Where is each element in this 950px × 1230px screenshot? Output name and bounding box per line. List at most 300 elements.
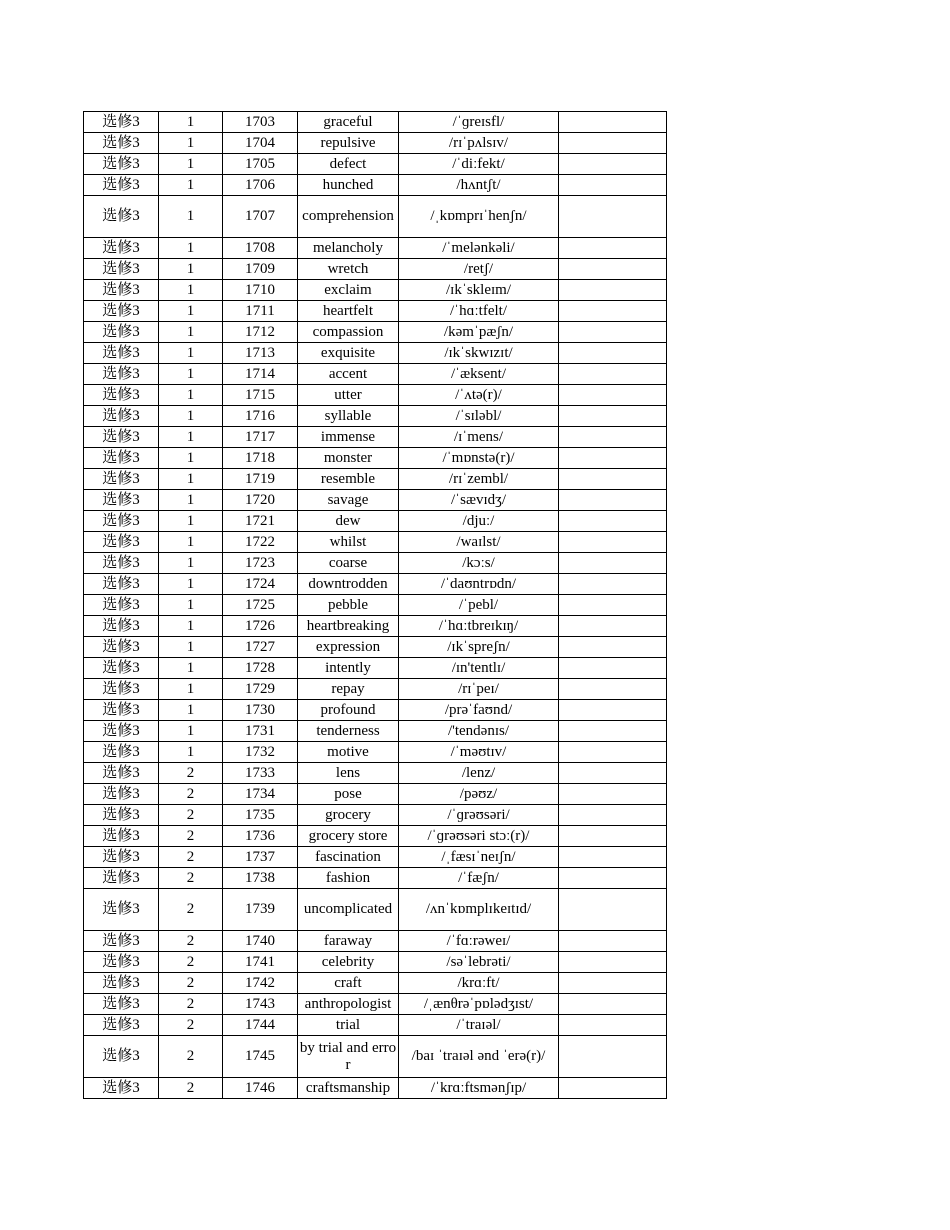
note-cell bbox=[559, 553, 667, 574]
table-row bbox=[84, 553, 667, 574]
index-cell: 1726 bbox=[223, 616, 298, 637]
phonetic-cell: /waɪlst/ bbox=[399, 532, 559, 553]
note-cell bbox=[559, 343, 667, 364]
index-cell: 1729 bbox=[223, 679, 298, 700]
book-cell: 选修3 bbox=[84, 637, 159, 658]
index-cell: 1713 bbox=[223, 343, 298, 364]
unit-cell: 1 bbox=[159, 259, 223, 280]
table-row bbox=[84, 763, 667, 784]
index-cell: 1703 bbox=[223, 112, 298, 133]
table-row bbox=[84, 469, 667, 490]
word-cell: accent bbox=[298, 364, 399, 385]
index-cell: 1707 bbox=[223, 196, 298, 238]
index-cell: 1721 bbox=[223, 511, 298, 532]
table-row bbox=[84, 1036, 667, 1078]
word-cell: fascination bbox=[298, 847, 399, 868]
word-cell: compassion bbox=[298, 322, 399, 343]
book-cell: 选修3 bbox=[84, 826, 159, 847]
note-cell bbox=[559, 805, 667, 826]
book-cell: 选修3 bbox=[84, 511, 159, 532]
table-row bbox=[84, 196, 667, 238]
word-cell: motive bbox=[298, 742, 399, 763]
index-cell: 1714 bbox=[223, 364, 298, 385]
table-row bbox=[84, 490, 667, 511]
phonetic-cell: /ɪˈmens/ bbox=[399, 427, 559, 448]
index-cell: 1740 bbox=[223, 931, 298, 952]
phonetic-cell: /ˈsævɪdʒ/ bbox=[399, 490, 559, 511]
unit-cell: 1 bbox=[159, 364, 223, 385]
book-cell: 选修3 bbox=[84, 154, 159, 175]
table-row bbox=[84, 721, 667, 742]
word-cell: heartbreaking bbox=[298, 616, 399, 637]
note-cell bbox=[559, 469, 667, 490]
index-cell: 1722 bbox=[223, 532, 298, 553]
index-cell: 1712 bbox=[223, 322, 298, 343]
index-cell: 1705 bbox=[223, 154, 298, 175]
table-row bbox=[84, 301, 667, 322]
table-row bbox=[84, 448, 667, 469]
word-cell: hunched bbox=[298, 175, 399, 196]
phonetic-cell: /krɑːft/ bbox=[399, 973, 559, 994]
note-cell bbox=[559, 574, 667, 595]
index-cell: 1736 bbox=[223, 826, 298, 847]
index-cell: 1715 bbox=[223, 385, 298, 406]
word-cell: heartfelt bbox=[298, 301, 399, 322]
index-cell: 1728 bbox=[223, 658, 298, 679]
note-cell bbox=[559, 196, 667, 238]
word-cell: intently bbox=[298, 658, 399, 679]
word-cell: immense bbox=[298, 427, 399, 448]
index-cell: 1706 bbox=[223, 175, 298, 196]
book-cell: 选修3 bbox=[84, 973, 159, 994]
word-cell: trial bbox=[298, 1015, 399, 1036]
book-cell: 选修3 bbox=[84, 532, 159, 553]
word-cell: wretch bbox=[298, 259, 399, 280]
note-cell bbox=[559, 868, 667, 889]
word-cell: repay bbox=[298, 679, 399, 700]
book-cell: 选修3 bbox=[84, 238, 159, 259]
word-cell: fashion bbox=[298, 868, 399, 889]
book-cell: 选修3 bbox=[84, 490, 159, 511]
phonetic-cell: /ˌænθrəˈpɒlədʒɪst/ bbox=[399, 994, 559, 1015]
note-cell bbox=[559, 448, 667, 469]
unit-cell: 1 bbox=[159, 637, 223, 658]
index-cell: 1732 bbox=[223, 742, 298, 763]
note-cell bbox=[559, 112, 667, 133]
note-cell bbox=[559, 595, 667, 616]
unit-cell: 1 bbox=[159, 280, 223, 301]
note-cell bbox=[559, 259, 667, 280]
unit-cell: 1 bbox=[159, 700, 223, 721]
word-cell: defect bbox=[298, 154, 399, 175]
table-row bbox=[84, 595, 667, 616]
word-cell: savage bbox=[298, 490, 399, 511]
note-cell bbox=[559, 364, 667, 385]
note-cell bbox=[559, 763, 667, 784]
note-cell bbox=[559, 847, 667, 868]
phonetic-cell: /kəmˈpæʃn/ bbox=[399, 322, 559, 343]
note-cell bbox=[559, 994, 667, 1015]
table-row bbox=[84, 133, 667, 154]
word-cell: expression bbox=[298, 637, 399, 658]
word-cell: exquisite bbox=[298, 343, 399, 364]
note-cell bbox=[559, 238, 667, 259]
index-cell: 1709 bbox=[223, 259, 298, 280]
note-cell bbox=[559, 700, 667, 721]
note-cell bbox=[559, 889, 667, 931]
note-cell bbox=[559, 742, 667, 763]
note-cell bbox=[559, 1078, 667, 1099]
note-cell bbox=[559, 1036, 667, 1078]
unit-cell: 1 bbox=[159, 112, 223, 133]
book-cell: 选修3 bbox=[84, 448, 159, 469]
note-cell bbox=[559, 406, 667, 427]
unit-cell: 1 bbox=[159, 196, 223, 238]
unit-cell: 1 bbox=[159, 574, 223, 595]
phonetic-cell: /ˈhɑːtbreɪkɪŋ/ bbox=[399, 616, 559, 637]
table-row bbox=[84, 952, 667, 973]
phonetic-cell: /rɪˈpʌlsɪv/ bbox=[399, 133, 559, 154]
index-cell: 1746 bbox=[223, 1078, 298, 1099]
note-cell bbox=[559, 490, 667, 511]
phonetic-cell: /ˈmɒnstə(r)/ bbox=[399, 448, 559, 469]
unit-cell: 1 bbox=[159, 175, 223, 196]
table-row bbox=[84, 931, 667, 952]
unit-cell: 1 bbox=[159, 448, 223, 469]
phonetic-cell: /ɪn'tentlɪ/ bbox=[399, 658, 559, 679]
index-cell: 1735 bbox=[223, 805, 298, 826]
index-cell: 1745 bbox=[223, 1036, 298, 1078]
unit-cell: 1 bbox=[159, 721, 223, 742]
phonetic-cell: /lenz/ bbox=[399, 763, 559, 784]
book-cell: 选修3 bbox=[84, 175, 159, 196]
index-cell: 1727 bbox=[223, 637, 298, 658]
note-cell bbox=[559, 826, 667, 847]
table-row bbox=[84, 616, 667, 637]
note-cell bbox=[559, 658, 667, 679]
unit-cell: 1 bbox=[159, 322, 223, 343]
phonetic-cell: /səˈlebrəti/ bbox=[399, 952, 559, 973]
phonetic-cell: /ˈfɑːrəweɪ/ bbox=[399, 931, 559, 952]
book-cell: 选修3 bbox=[84, 259, 159, 280]
index-cell: 1742 bbox=[223, 973, 298, 994]
unit-cell: 2 bbox=[159, 1078, 223, 1099]
note-cell bbox=[559, 973, 667, 994]
unit-cell: 2 bbox=[159, 994, 223, 1015]
phonetic-cell: /ˈʌtə(r)/ bbox=[399, 385, 559, 406]
book-cell: 选修3 bbox=[84, 868, 159, 889]
unit-cell: 2 bbox=[159, 763, 223, 784]
table-row bbox=[84, 343, 667, 364]
table-row bbox=[84, 238, 667, 259]
word-cell: tenderness bbox=[298, 721, 399, 742]
table-row bbox=[84, 973, 667, 994]
index-cell: 1738 bbox=[223, 868, 298, 889]
unit-cell: 1 bbox=[159, 616, 223, 637]
table-row bbox=[84, 322, 667, 343]
note-cell bbox=[559, 952, 667, 973]
book-cell: 选修3 bbox=[84, 784, 159, 805]
phonetic-cell: /ˈɡrəʊsəri stɔː(r)/ bbox=[399, 826, 559, 847]
phonetic-cell: /prəˈfaʊnd/ bbox=[399, 700, 559, 721]
phonetic-cell: /ˈsɪləbl/ bbox=[399, 406, 559, 427]
book-cell: 选修3 bbox=[84, 112, 159, 133]
table-row bbox=[84, 637, 667, 658]
book-cell: 选修3 bbox=[84, 574, 159, 595]
book-cell: 选修3 bbox=[84, 469, 159, 490]
unit-cell: 1 bbox=[159, 154, 223, 175]
phonetic-cell: /djuː/ bbox=[399, 511, 559, 532]
word-cell: resemble bbox=[298, 469, 399, 490]
book-cell: 选修3 bbox=[84, 1036, 159, 1078]
table-row bbox=[84, 868, 667, 889]
word-cell: celebrity bbox=[298, 952, 399, 973]
phonetic-cell: /ˈɡrəʊsəri/ bbox=[399, 805, 559, 826]
table-row bbox=[84, 889, 667, 931]
table-row bbox=[84, 700, 667, 721]
table-row bbox=[84, 742, 667, 763]
note-cell bbox=[559, 616, 667, 637]
unit-cell: 2 bbox=[159, 952, 223, 973]
phonetic-cell: /ɪkˈspreʃn/ bbox=[399, 637, 559, 658]
book-cell: 选修3 bbox=[84, 1015, 159, 1036]
unit-cell: 1 bbox=[159, 385, 223, 406]
phonetic-cell: /retʃ/ bbox=[399, 259, 559, 280]
book-cell: 选修3 bbox=[84, 343, 159, 364]
word-cell: downtrodden bbox=[298, 574, 399, 595]
book-cell: 选修3 bbox=[84, 952, 159, 973]
index-cell: 1725 bbox=[223, 595, 298, 616]
phonetic-cell: /ˈdaʊntrɒdn/ bbox=[399, 574, 559, 595]
note-cell bbox=[559, 133, 667, 154]
phonetic-cell: /hʌntʃt/ bbox=[399, 175, 559, 196]
index-cell: 1723 bbox=[223, 553, 298, 574]
unit-cell: 2 bbox=[159, 1036, 223, 1078]
book-cell: 选修3 bbox=[84, 805, 159, 826]
word-cell: by trial and error bbox=[298, 1036, 399, 1078]
book-cell: 选修3 bbox=[84, 196, 159, 238]
index-cell: 1744 bbox=[223, 1015, 298, 1036]
unit-cell: 2 bbox=[159, 931, 223, 952]
note-cell bbox=[559, 679, 667, 700]
word-cell: uncomplicated bbox=[298, 889, 399, 931]
phonetic-cell: /ˈpebl/ bbox=[399, 595, 559, 616]
unit-cell: 1 bbox=[159, 658, 223, 679]
note-cell bbox=[559, 427, 667, 448]
index-cell: 1717 bbox=[223, 427, 298, 448]
index-cell: 1731 bbox=[223, 721, 298, 742]
unit-cell: 2 bbox=[159, 784, 223, 805]
index-cell: 1743 bbox=[223, 994, 298, 1015]
unit-cell: 1 bbox=[159, 469, 223, 490]
table-row bbox=[84, 658, 667, 679]
unit-cell: 1 bbox=[159, 238, 223, 259]
table-row bbox=[84, 574, 667, 595]
table-row bbox=[84, 511, 667, 532]
index-cell: 1720 bbox=[223, 490, 298, 511]
index-cell: 1741 bbox=[223, 952, 298, 973]
vocabulary-table-body bbox=[84, 112, 667, 1099]
word-cell: graceful bbox=[298, 112, 399, 133]
unit-cell: 1 bbox=[159, 490, 223, 511]
unit-cell: 1 bbox=[159, 406, 223, 427]
phonetic-cell: /ˈmelənkəli/ bbox=[399, 238, 559, 259]
unit-cell: 2 bbox=[159, 805, 223, 826]
index-cell: 1704 bbox=[223, 133, 298, 154]
unit-cell: 1 bbox=[159, 343, 223, 364]
note-cell bbox=[559, 280, 667, 301]
book-cell: 选修3 bbox=[84, 679, 159, 700]
table-row bbox=[84, 154, 667, 175]
unit-cell: 2 bbox=[159, 868, 223, 889]
phonetic-cell: /ˌkɒmprɪˈhenʃn/ bbox=[399, 196, 559, 238]
index-cell: 1730 bbox=[223, 700, 298, 721]
unit-cell: 1 bbox=[159, 532, 223, 553]
table-row bbox=[84, 1078, 667, 1099]
book-cell: 选修3 bbox=[84, 721, 159, 742]
note-cell bbox=[559, 1015, 667, 1036]
unit-cell: 1 bbox=[159, 427, 223, 448]
table-row bbox=[84, 994, 667, 1015]
unit-cell: 2 bbox=[159, 826, 223, 847]
book-cell: 选修3 bbox=[84, 742, 159, 763]
table-row bbox=[84, 532, 667, 553]
phonetic-cell: /ˈdiːfekt/ bbox=[399, 154, 559, 175]
phonetic-cell: /baɪ ˈtraɪəl ənd ˈerə(r)/ bbox=[399, 1036, 559, 1078]
index-cell: 1719 bbox=[223, 469, 298, 490]
index-cell: 1718 bbox=[223, 448, 298, 469]
unit-cell: 2 bbox=[159, 973, 223, 994]
unit-cell: 2 bbox=[159, 847, 223, 868]
table-row bbox=[84, 679, 667, 700]
table-row bbox=[84, 805, 667, 826]
phonetic-cell: /ˈməʊtɪv/ bbox=[399, 742, 559, 763]
note-cell bbox=[559, 511, 667, 532]
book-cell: 选修3 bbox=[84, 763, 159, 784]
word-cell: comprehension bbox=[298, 196, 399, 238]
book-cell: 选修3 bbox=[84, 406, 159, 427]
unit-cell: 1 bbox=[159, 742, 223, 763]
book-cell: 选修3 bbox=[84, 364, 159, 385]
index-cell: 1734 bbox=[223, 784, 298, 805]
book-cell: 选修3 bbox=[84, 133, 159, 154]
book-cell: 选修3 bbox=[84, 595, 159, 616]
table-row bbox=[84, 259, 667, 280]
word-cell: grocery store bbox=[298, 826, 399, 847]
phonetic-cell: /ˈæksent/ bbox=[399, 364, 559, 385]
table-row bbox=[84, 280, 667, 301]
word-cell: profound bbox=[298, 700, 399, 721]
table-row bbox=[84, 1015, 667, 1036]
word-cell: anthropologist bbox=[298, 994, 399, 1015]
unit-cell: 1 bbox=[159, 679, 223, 700]
word-cell: whilst bbox=[298, 532, 399, 553]
word-cell: pose bbox=[298, 784, 399, 805]
word-cell: utter bbox=[298, 385, 399, 406]
table-row bbox=[84, 364, 667, 385]
note-cell bbox=[559, 532, 667, 553]
note-cell bbox=[559, 301, 667, 322]
book-cell: 选修3 bbox=[84, 301, 159, 322]
note-cell bbox=[559, 175, 667, 196]
table-row bbox=[84, 112, 667, 133]
unit-cell: 2 bbox=[159, 1015, 223, 1036]
word-cell: grocery bbox=[298, 805, 399, 826]
book-cell: 选修3 bbox=[84, 889, 159, 931]
book-cell: 选修3 bbox=[84, 1078, 159, 1099]
index-cell: 1739 bbox=[223, 889, 298, 931]
phonetic-cell: /kɔːs/ bbox=[399, 553, 559, 574]
word-cell: syllable bbox=[298, 406, 399, 427]
word-cell: exclaim bbox=[298, 280, 399, 301]
unit-cell: 1 bbox=[159, 301, 223, 322]
table-row bbox=[84, 406, 667, 427]
table-row bbox=[84, 385, 667, 406]
table-row bbox=[84, 427, 667, 448]
phonetic-cell: /ˈkrɑːftsmənʃɪp/ bbox=[399, 1078, 559, 1099]
note-cell bbox=[559, 322, 667, 343]
phonetic-cell: /pəʊz/ bbox=[399, 784, 559, 805]
note-cell bbox=[559, 721, 667, 742]
book-cell: 选修3 bbox=[84, 553, 159, 574]
phonetic-cell: /'tendənɪs/ bbox=[399, 721, 559, 742]
word-cell: coarse bbox=[298, 553, 399, 574]
phonetic-cell: /ˈfæʃn/ bbox=[399, 868, 559, 889]
phonetic-cell: /ˈtraɪəl/ bbox=[399, 1015, 559, 1036]
word-cell: melancholy bbox=[298, 238, 399, 259]
unit-cell: 1 bbox=[159, 133, 223, 154]
index-cell: 1708 bbox=[223, 238, 298, 259]
phonetic-cell: /rɪˈzembl/ bbox=[399, 469, 559, 490]
word-cell: craft bbox=[298, 973, 399, 994]
index-cell: 1724 bbox=[223, 574, 298, 595]
word-cell: dew bbox=[298, 511, 399, 532]
book-cell: 选修3 bbox=[84, 385, 159, 406]
unit-cell: 1 bbox=[159, 595, 223, 616]
table-row bbox=[84, 784, 667, 805]
table-row bbox=[84, 175, 667, 196]
book-cell: 选修3 bbox=[84, 427, 159, 448]
book-cell: 选修3 bbox=[84, 931, 159, 952]
unit-cell: 1 bbox=[159, 511, 223, 532]
note-cell bbox=[559, 154, 667, 175]
phonetic-cell: /ɪkˈskleɪm/ bbox=[399, 280, 559, 301]
note-cell bbox=[559, 385, 667, 406]
vocabulary-table bbox=[83, 111, 667, 1099]
book-cell: 选修3 bbox=[84, 280, 159, 301]
phonetic-cell: /ˈɡreɪsfl/ bbox=[399, 112, 559, 133]
word-cell: lens bbox=[298, 763, 399, 784]
book-cell: 选修3 bbox=[84, 700, 159, 721]
index-cell: 1711 bbox=[223, 301, 298, 322]
note-cell bbox=[559, 931, 667, 952]
index-cell: 1733 bbox=[223, 763, 298, 784]
book-cell: 选修3 bbox=[84, 847, 159, 868]
table-row bbox=[84, 847, 667, 868]
phonetic-cell: /ʌnˈkɒmplɪkeɪtɪd/ bbox=[399, 889, 559, 931]
word-cell: monster bbox=[298, 448, 399, 469]
note-cell bbox=[559, 784, 667, 805]
phonetic-cell: /ˌfæsɪˈneɪʃn/ bbox=[399, 847, 559, 868]
phonetic-cell: /rɪˈpeɪ/ bbox=[399, 679, 559, 700]
book-cell: 选修3 bbox=[84, 322, 159, 343]
book-cell: 选修3 bbox=[84, 994, 159, 1015]
note-cell bbox=[559, 637, 667, 658]
phonetic-cell: /ˈhɑːtfelt/ bbox=[399, 301, 559, 322]
phonetic-cell: /ɪkˈskwɪzɪt/ bbox=[399, 343, 559, 364]
book-cell: 选修3 bbox=[84, 616, 159, 637]
word-cell: faraway bbox=[298, 931, 399, 952]
